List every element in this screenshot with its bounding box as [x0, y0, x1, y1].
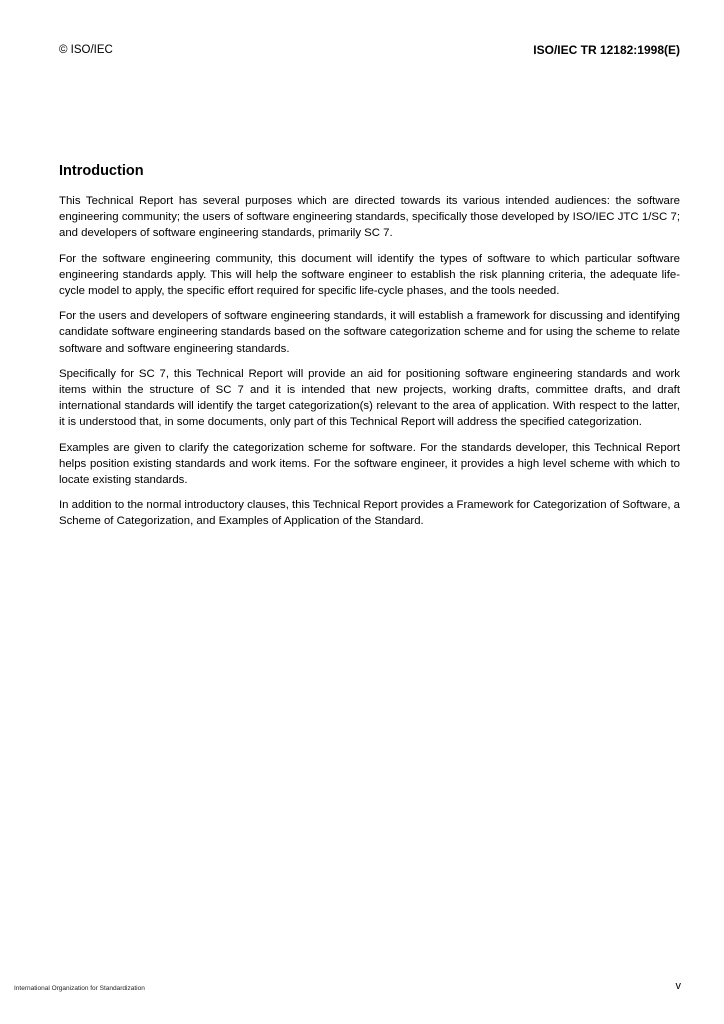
paragraph: This Technical Report has several purposes which are directed towards its various intended audiences: the software engineering community; the users of software engineering standards, specifically those developed by ISO/IEC JTC 1/SC 7; and developers of software engineering standards, primarily SC 7.: [59, 195, 680, 240]
paragraph: In addition to the normal introductory clauses, this Technical Report provides a Framework for Categorization of Software, a Scheme of Categorization, and Examples of Application of the Standard.: [59, 499, 680, 528]
page-number: v: [675, 980, 681, 992]
paragraph: Specifically for SC 7, this Technical Report will provide an aid for positioning software engineering standards and work items within the structure of SC 7 and it is intended that new projects, working drafts, committee drafts, and draft international standards will identify the target categorization(s) relevant to the area of application. With respect to the latter, it is understood that, in some documents, only part of this Technical Report will address the specified categorization.: [59, 367, 680, 429]
footer-organization: International Organization for Standardization: [14, 985, 145, 992]
section-body: [59, 193, 680, 539]
copyright-notice: © ISO/IEC: [59, 44, 113, 56]
paragraph: Examples are given to clarify the categorization scheme for software. For the standards developer, this Technical Report helps position existing standards and work items. For the software engineer, it provides a high level scheme with which to locate existing standards.: [59, 441, 680, 487]
section-title: Introduction: [59, 163, 144, 179]
paragraph: For the users and developers of software engineering standards, it will establish a framework for discussing and identifying candidate software engineering standards based on the software categorization scheme and for using the scheme to relate software and software engineering standards.: [59, 310, 680, 355]
paragraph: For the software engineering community, this document will identify the types of software to which particular software engineering standards apply. This will help the software engineer to establish the risk planning criteria, the adequate life-cycle model to apply, the specific effort required for specific life-cycle phases, and the tools needed.: [59, 252, 680, 298]
document-identifier: ISO/IEC TR 12182:1998(E): [533, 43, 680, 57]
